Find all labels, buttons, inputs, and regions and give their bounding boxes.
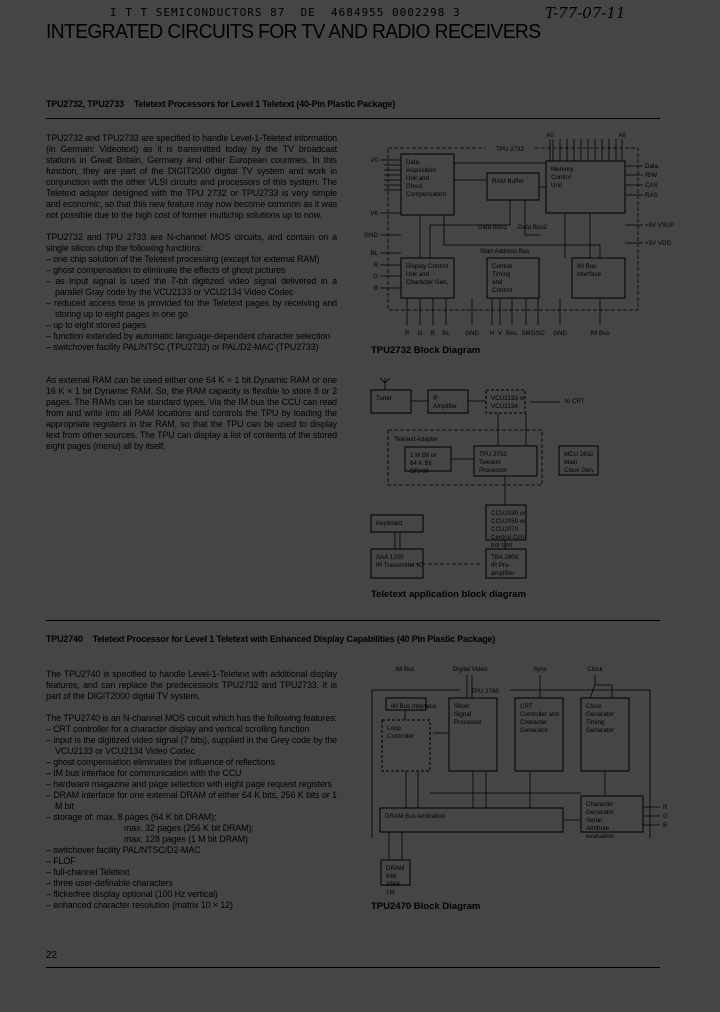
section1-title: Teletext Processors for Level 1 Teletext (40-Pin Plastic Package) (133, 99, 396, 109)
block-label: Character (586, 801, 614, 808)
pin-label: +5V VSUP (645, 222, 675, 229)
chip-label: TPU 2740 (471, 688, 499, 695)
feature-list (46, 254, 337, 353)
list-item: – hardware magazine and page selection with eight page request registers (46, 779, 337, 790)
block-label: 1M (386, 889, 395, 896)
pin-label: V6 (370, 210, 378, 217)
block-label: Control (551, 174, 571, 181)
list-item: – one chip solution of the Teletext processing (except for external RAM) (46, 254, 337, 265)
bottom-rule (46, 967, 660, 968)
adapter-label: Teletext Adapter (394, 436, 439, 443)
section-divider (46, 118, 660, 119)
pin-label: SM (521, 330, 531, 337)
paragraph: As external RAM can be used either one 64 K × 1 bit Dynamic RAM or one 16 K × 1 bit Dynamic RAM. So, the RAM capacity is flexible to store 8 or 2 pages. The RAMs can be standard types. Via the IM bus the CCU can read from and write into all RAM locations and controls the TPU by loading the appropriate registers in the RAM, so that the TPU can be used to display text from other sources. The TPU can display a list of contents of the stored eight pages (menu) all by itself. (46, 375, 337, 451)
list-item: – function extended by automatic language-dependent character selection (46, 331, 337, 342)
block-label: Timing (492, 271, 511, 278)
block-label: Timing (586, 719, 605, 726)
diagram-caption: TPU2732 Block Diagram (371, 345, 481, 356)
handwritten-code: T-77-07-11 (545, 4, 626, 22)
block-label: Generator (586, 711, 614, 718)
block-label: Display Control (406, 263, 448, 270)
block-label: Memory (551, 166, 574, 173)
bus-label: Data Bus1 (478, 224, 507, 231)
block-label: Unit (551, 182, 563, 189)
block-label: CCU2050 or (491, 518, 526, 525)
list-item: – DRAM interface for one external DRAM of either 64 K bits, 256 K bits or 1 M bit (46, 790, 337, 812)
chip-label: TPU 2732 (496, 146, 524, 153)
bus-label: Data Bus2 (518, 224, 547, 231)
pin-label: V0 (370, 157, 378, 164)
block-label: Ghost (406, 183, 423, 190)
block-label: Processor (454, 719, 482, 726)
pin-label: IM Bus (590, 330, 610, 337)
block-label: IR Transmitter IC (376, 562, 423, 569)
list-item: – switchover facility PAL/NTSC (TPU2732) or PAL/D2-MAC (TPU2733) (46, 342, 337, 353)
list-item: – CRT controller for a character display and vertical scrolling function (46, 724, 337, 735)
list-item: – ghost compensation to eliminate the effects of ghost pictures (46, 265, 337, 276)
block-label: DRAM (386, 865, 405, 872)
block-label: IR Pre- (491, 562, 511, 569)
teletext-application-diagram (360, 375, 700, 590)
output-label: G (663, 813, 668, 820)
block-label: VCU2133 or (491, 395, 526, 402)
block-label: Central (492, 263, 512, 270)
pin-label: A8 (618, 132, 626, 139)
block-label: TBA 2800 (491, 554, 519, 561)
list-item: – enhanced character resolution (matrix 10 × 12) (46, 900, 337, 911)
pin-label: GND (553, 330, 567, 337)
pin-label: G (417, 330, 423, 337)
section2-heading (46, 634, 495, 644)
signal-line (590, 685, 595, 698)
block-label: Tuner (376, 395, 392, 402)
section2-text (46, 669, 337, 911)
pin-label: +5V VDD (645, 240, 671, 247)
block-arb (380, 808, 563, 832)
pin-label: BL (370, 250, 378, 257)
block-label: Loop (387, 725, 401, 732)
diagram-caption: TPU2470 Block Diagram (371, 901, 481, 912)
pin-label: GND (465, 330, 479, 337)
block-label: IM Bus (577, 263, 597, 270)
paragraph: TPU2732 and TPU 2733 are N-channel MOS circuits, and contain on a single silicon chip the following functions: (46, 232, 337, 253)
block-label: 64 K Bit (410, 460, 432, 467)
block-label: Acquisition (406, 167, 436, 174)
list-item: – reduced access time is provided for the Teletext pages by receiving and storing up to eight pages in one go (46, 298, 337, 320)
block-label: IF (433, 395, 439, 402)
block-label: Clock (586, 703, 602, 710)
block-label: SAA 1250 (376, 554, 404, 561)
paragraph: The TPU2740 is an N-channel MOS circuit which has the following features: (46, 713, 337, 723)
block-label: Slicer (454, 703, 470, 710)
pin-label: B (373, 285, 378, 292)
block-label: VCU2134 (491, 403, 518, 410)
pin-label: CAS (645, 182, 658, 189)
block-label: IM Bus Interface (391, 703, 437, 710)
page-number: 22 (46, 950, 58, 961)
pin-label: R/W (645, 172, 658, 179)
block-label: Main (564, 459, 578, 466)
tpu2740-block-diagram (360, 655, 700, 900)
block-label: Generator (586, 809, 614, 816)
list-item: – input is the digitized video signal (7 bits), supplied in the Grey code by the VCU2133 or VCU2134 Video Codec (46, 735, 337, 757)
block-label: Character Gen. (406, 279, 449, 286)
block-label: trol Unit (491, 542, 513, 549)
signal-label: Sync (533, 666, 547, 673)
block-label: DRAM Bus Arbitration (385, 813, 446, 820)
signal-label: IM Bus (395, 666, 415, 673)
storage-line: max. 128 pages (1 M bit DRAM) (124, 834, 248, 844)
block-label: CCU2070 (491, 526, 519, 533)
list-item: – FLOF (46, 856, 337, 867)
block-label: Teletext (479, 459, 501, 466)
pin-label: BL (442, 330, 450, 337)
section2-title: Teletext Processor for Level 1 Teletext with Enhanced Display Capabilities (40 Pin Plastic Package) (92, 634, 496, 644)
block-label: Controller and (520, 711, 559, 718)
output-label: B (663, 822, 668, 829)
block-label: Control (492, 287, 512, 294)
pin-label: B (430, 330, 436, 337)
block-label: Unit and (406, 175, 430, 182)
tpu2732-block-diagram (360, 125, 700, 360)
block-label: Data (406, 159, 420, 166)
block-label: amplifier (491, 570, 515, 577)
pin-label: V (497, 330, 503, 337)
pin-label: DSO (531, 330, 545, 337)
block-label: Serial (586, 817, 602, 824)
output-label: R (663, 804, 668, 811)
signal-label: Clock (587, 666, 603, 673)
block-label: 256K (386, 881, 401, 888)
list-item: – switchover facility PAL/NTSC/D2-MAC (46, 845, 337, 856)
list-item: – IM bus interface for communication with the CCU (46, 768, 337, 779)
pin-label: RAS (645, 192, 658, 199)
block-label: Processor (479, 467, 507, 474)
diagram-caption: Teletext application block diagram (371, 589, 527, 600)
block-label: Interface (577, 271, 602, 278)
pin-label: R (404, 330, 410, 337)
list-item: – full-channel Teletext (46, 867, 337, 878)
pin-label: Data (645, 163, 659, 170)
block-label: Central Con- (491, 534, 527, 541)
block-label: Unit and (406, 271, 430, 278)
pin-label: R (373, 262, 378, 269)
feature-list (46, 724, 337, 823)
storage-line: max. 32 pages (256 K bit DRAM); (124, 823, 254, 833)
block-label: Clock Gen. (564, 467, 595, 474)
block-label: Generator (586, 727, 614, 734)
section1-heading (46, 99, 395, 109)
list-item: – ghost compensation eliminates the influence of reflections (46, 757, 337, 768)
bus-label: Start Address Bus (480, 248, 530, 255)
section1-part: TPU2732, TPU2733 (46, 99, 124, 109)
list-item: – flickerfree display optional (100 Hz vertical) (46, 889, 337, 900)
block-label: Keyboard (376, 520, 403, 527)
paragraph: TPU2732 and TPU2733 are specified to handle Level-1-Teletext information (in German: Videotext) as it is transmitted today by the TV broadcast stations in Great Britain, Germany and other European countries. In this function, they are part of the DIGIT2000 digital TV system and work in conjunction with the other VLSI circuits and processors of this system. The Teletext adapter designed with the TPU 2732 or TPU2733 is very simple and economic, so that this new feature may now become common as it was not possible due to the high cost of former multichip solutions up to now. (46, 133, 337, 220)
feature-list-continued (46, 845, 337, 911)
block-label: CRT (520, 703, 533, 710)
block-label: evaluation (586, 833, 615, 840)
section1-text (46, 133, 337, 463)
block-label: Compensation (406, 191, 446, 198)
pin-label: A0 (546, 132, 554, 139)
block-label: Controller (387, 733, 414, 740)
block-label: TPU 2732 (479, 451, 507, 458)
list-item: – three user-definable characters (46, 878, 337, 889)
block-label: Character (520, 719, 548, 726)
block-label: DRAM (410, 468, 429, 475)
microfilm-stamp: I T T SEMICONDUCTORS 87 DE 4684955 0002298 3 (110, 6, 461, 19)
block-label: and (492, 279, 503, 286)
page-title: INTEGRATED CIRCUITS FOR TV AND RADIO RECEIVERS (46, 21, 541, 43)
block-label: CCU2030 or (491, 510, 526, 517)
paragraph: The TPU2740 is specified to handle Level-1-Teletext with additional display features, and can replace the predecessors TPU2732 and TPU2733. It is part of the DIGIT2000 digital TV system. (46, 669, 337, 701)
block-label: Signal (454, 711, 472, 718)
block-label: Amplifier (433, 403, 458, 410)
list-item: – as input signal is used the 7-bit digitized video signal delivered in a parallel Gray code by the VCU2133 or VCU2134 Video Codec (46, 276, 337, 298)
block-label: MCU 2632 (564, 451, 594, 458)
signal-label: Digital Video (452, 666, 488, 673)
pin-label: GND (364, 232, 378, 239)
block-label: Attribute (586, 825, 610, 832)
block-label: RAM Buffer (492, 178, 524, 185)
pin-label: Res. (505, 330, 519, 337)
block-label: 1 M Bit or (410, 452, 437, 459)
section2-part: TPU2740 (46, 634, 83, 644)
list-item: – storage of: max. 8 pages (64 K bit DRAM); (46, 812, 337, 823)
to-crt-label: to CRT (565, 398, 585, 405)
section-divider (46, 620, 660, 621)
pin-label: G (373, 273, 378, 280)
list-item: – up to eight stored pages (46, 320, 337, 331)
block-label: 64K (386, 873, 398, 880)
pin-label: H (489, 330, 495, 337)
signal-line (595, 675, 612, 698)
block-label: Generator (520, 727, 548, 734)
